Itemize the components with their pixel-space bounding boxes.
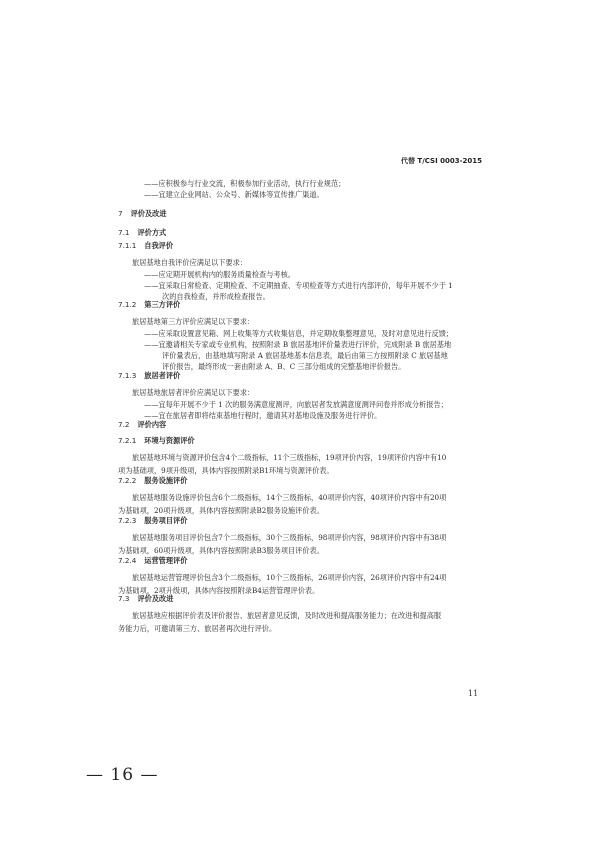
section-number: 7.2 [118,420,130,429]
paragraph-line: 为基础项，2项升级项，具体内容按照附录B4运营管理评价表。 [118,586,320,595]
section-number: 7.1 [118,228,130,237]
paragraph-line: 旅居基地应根据评价表及评价报告、旅居者意见反馈，及时改进和提高服务能力；在改进和提高服 [132,611,442,620]
section-title: 环境与资源评价 [144,436,195,445]
section-number: 7.2.2 [118,476,137,485]
section-title: 自我评价 [144,241,174,250]
paragraph-line: 为基础项，60项升级项，具体内容按照附录B3服务项目评价表。 [118,546,324,555]
paragraph: 旅居基地自我评价应满足以下要求： [132,258,248,267]
section-7-1-2 [118,300,484,372]
section-number: 7.3 [118,594,130,603]
intro-list [118,178,484,200]
paragraph-line: 务能力后，可邀请第三方、旅居者再次进行评价。 [118,624,277,633]
section-title: 旅居者评价 [144,371,181,380]
section-7-1-1 [118,241,484,302]
section-7-2-2 [118,476,484,517]
section-7-2-1 [118,436,484,477]
list-item: ——宜采取日常检查、定期检查、不定期抽查、专项检查等方式进行内部评价，每年开展不少于 1 [144,281,453,290]
section-number: 7 [118,209,123,218]
paragraph-line: 旅居基地运营管理评价包含3个二级指标，10个三级指标，26项评价内容，26项评价内容中有24项 [132,573,447,582]
list-item: ——应采取设置意见箱、网上收集等方式收集信息，并定期收集整理意见，及时对意见进行反馈； [144,329,454,338]
paragraph-line: 旅居基地服务设施评价包含6个二级指标，14个三级指标，40项评价内容，40项评价内容中有20项 [132,493,447,502]
paragraph-line: 为基础项，20项升级项，具体内容按照附录B2服务设施评价表。 [118,506,324,515]
section-title: 评价及改进 [137,594,174,603]
section-title: 评价内容 [137,420,167,429]
section-number: 7.1.1 [118,241,137,250]
page-number: — 16 — [86,765,159,785]
list-item: ——宜建立企业网站、公众号、新媒体等宣传推广渠道。 [144,190,324,199]
section-title: 服务项目评价 [144,516,188,525]
paragraph-line: 旅居基地服务项目评价包含7个二级指标，30个三级指标，98项评价内容，98项评价内容中有38项 [132,533,447,542]
section-number: 7.1.2 [118,300,137,309]
list-item-continuation: 评价量表后，由基地填写附录 A 旅居基地基本信息表，最后由第三方按照附录 C 旅居基地 [162,351,448,360]
section-number: 7.2.1 [118,436,137,445]
section-number: 7.2.4 [118,556,137,565]
section-title: 服务设施评价 [144,476,188,485]
list-item: ——应定期开展机构内的服务质量检查与考核。 [144,270,295,279]
section-7-1-3 [118,371,484,421]
paragraph: 旅居基地第三方评价应满足以下要求： [132,317,255,326]
paragraph: 旅居基地旅居者评价应满足以下要求： [132,388,255,397]
section-number: 7.1.3 [118,371,137,380]
section-7-heading [118,209,484,219]
section-title: 第三方评价 [144,300,181,309]
section-7-3 [118,594,484,635]
section-title: 评价方式 [137,228,167,237]
list-item-continuation: 次的自我检查，并形成检查报告。 [162,292,270,301]
section-7-2-3 [118,516,484,557]
section-7-2-4 [118,556,484,597]
paragraph-line: 旅居基地环境与资源评价包含4个二级指标，11个三级指标，19项评价内容，19项评价内容中有10 [132,453,447,462]
paragraph-line: 项为基础项，9项升级项，具体内容按照附录B1环境与资源评价表。 [118,466,334,475]
section-title: 运营管理评价 [144,556,188,565]
section-7-1-heading [118,228,484,238]
list-item: ——宜邀请相关专家或专业机构，按照附录 B 旅居基地评价量表进行评价，完成附录 B 旅居基地 [144,340,452,349]
list-item: ——应积极参与行业交流，积极参加行业活动，执行行业规范； [144,179,346,188]
list-item-continuation: 评价报告，最终形成一套由附录 A、B、C 三部分组成的完整基地评价报告。 [162,362,406,371]
section-7-2-heading [118,420,484,430]
list-item: ——宜每年开展不少于 1 次的服务满意度测评，向旅居者发放满意度测评问卷并形成分析报告； [144,400,448,409]
section-number: 7.2.3 [118,516,137,525]
section-title: 评价及改进 [130,209,167,218]
standard-code: 代替 T/CSI 0003-2015 [401,157,482,165]
page-roman-number: 11 [468,689,479,698]
list-item: ——宜在旅居者即将结束基地行程时，邀请其对基地设施及服务进行评价。 [144,411,382,420]
